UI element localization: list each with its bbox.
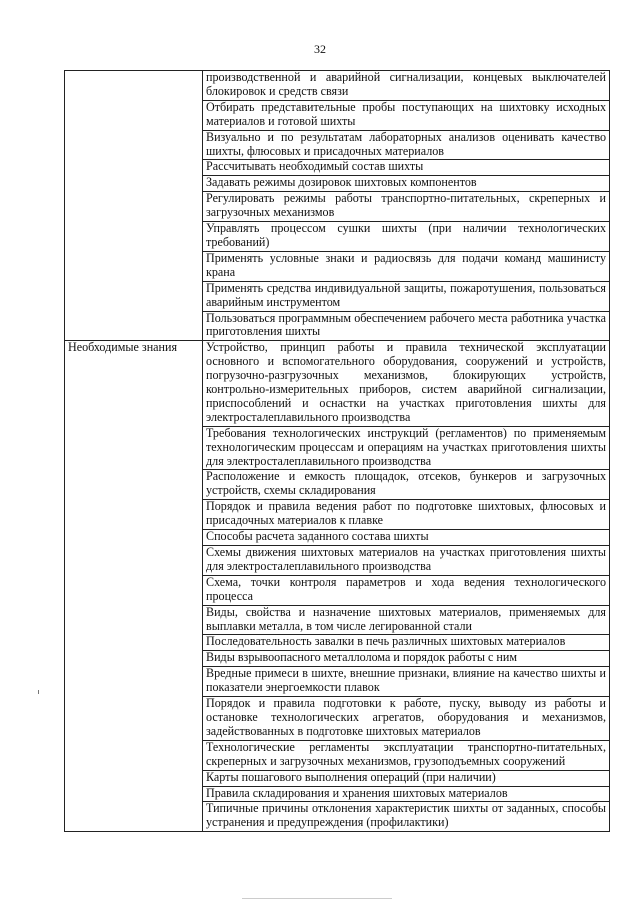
- knowledge-label-cell: Необходимые знания: [65, 341, 203, 832]
- knowledge-item: Порядок и правила ведения работ по подготовке шихтовых, флюсовых и присадочных материалов к плавке: [203, 500, 610, 530]
- skills-item: Управлять процессом сушки шихты (при наличии технологических требований): [203, 222, 610, 252]
- knowledge-item: Последовательность завалки в печь различных шихтовых материалов: [203, 635, 610, 651]
- skills-item: производственной и аварийной сигнализации, концевых выключателей блокировок и средств связи: [203, 71, 610, 101]
- skills-item: Визуально и по результатам лабораторных анализов оценивать качество шихты, флюсовых и присадочных материалов: [203, 130, 610, 160]
- skills-item: Задавать режимы дозировок шихтовых компонентов: [203, 176, 610, 192]
- knowledge-item: Карты пошагового выполнения операций (при наличии): [203, 770, 610, 786]
- knowledge-item: Расположение и емкость площадок, отсеков, бункеров и загрузочных устройств, схемы складирования: [203, 470, 610, 500]
- knowledge-item: Способы расчета заданного состава шихты: [203, 530, 610, 546]
- knowledge-item: Схема, точки контроля параметров и хода ведения технологического процесса: [203, 575, 610, 605]
- skills-item: Пользоваться программным обеспечением рабочего места работника участка приготовления шихты: [203, 311, 610, 341]
- competency-table: [64, 70, 610, 832]
- knowledge-item: Вредные примеси в шихте, внешние признаки, влияние на качество шихты и показатели энергоемкости плавок: [203, 667, 610, 697]
- knowledge-item: Правила складирования и хранения шихтовых материалов: [203, 786, 610, 802]
- knowledge-item: Технологические регламенты эксплуатации транспортно-питательных, скреперных и загрузочных механизмов, грузоподъемных сооружений: [203, 740, 610, 770]
- knowledge-item: Виды, свойства и назначение шихтовых материалов, применяемых для выплавки металла, в том числе легированной стали: [203, 605, 610, 635]
- skills-row: [65, 71, 610, 101]
- knowledge-item: Типичные причины отклонения характеристик шихты от заданных, способы устранения и предупреждения (профилактики): [203, 802, 610, 832]
- skills-item: Регулировать режимы работы транспортно-питательных, скреперных и загрузочных механизмов: [203, 192, 610, 222]
- skills-item: Отбирать представительные пробы поступающих на шихтовку исходных материалов и готовой шихты: [203, 100, 610, 130]
- knowledge-row: [65, 341, 610, 426]
- skills-label-cell: [65, 71, 203, 341]
- knowledge-item: Схемы движения шихтовых материалов на участках приготовления шихты для электросталеплавильного производства: [203, 546, 610, 576]
- scan-edge-mark: [242, 898, 392, 899]
- knowledge-item: Виды взрывоопасного металлолома и порядок работы с ним: [203, 651, 610, 667]
- skills-item: Применять условные знаки и радиосвязь для подачи команд машинисту крана: [203, 251, 610, 281]
- skills-item: Применять средства индивидуальной защиты, пожаротушения, пользоваться аварийным инструментом: [203, 281, 610, 311]
- page-number: 32: [314, 42, 326, 56]
- knowledge-item: Требования технологических инструкций (регламентов) по применяемым технологическим процессам и операциям на участках приготовления шихты для электросталеплавильного производства: [203, 426, 610, 470]
- skills-item: Рассчитывать необходимый состав шихты: [203, 160, 610, 176]
- scan-artifact: [38, 690, 39, 694]
- knowledge-item: Порядок и правила подготовки к работе, пуску, выводу из работы и остановке технологических агрегатов, оборудования и механизмов, задействованных в подготовке шихтовых материалов: [203, 697, 610, 741]
- knowledge-item: Устройство, принцип работы и правила технической эксплуатации основного и вспомогательного оборудования, сооружений и устройств, погрузочно-разгрузочных механизмов, блокирующих устройств, контрольно-измерительных приборов, систем аварийной сигнализации, приспособлений и оснастки на участках приготовления шихты для электросталеплавильного производства: [203, 341, 610, 426]
